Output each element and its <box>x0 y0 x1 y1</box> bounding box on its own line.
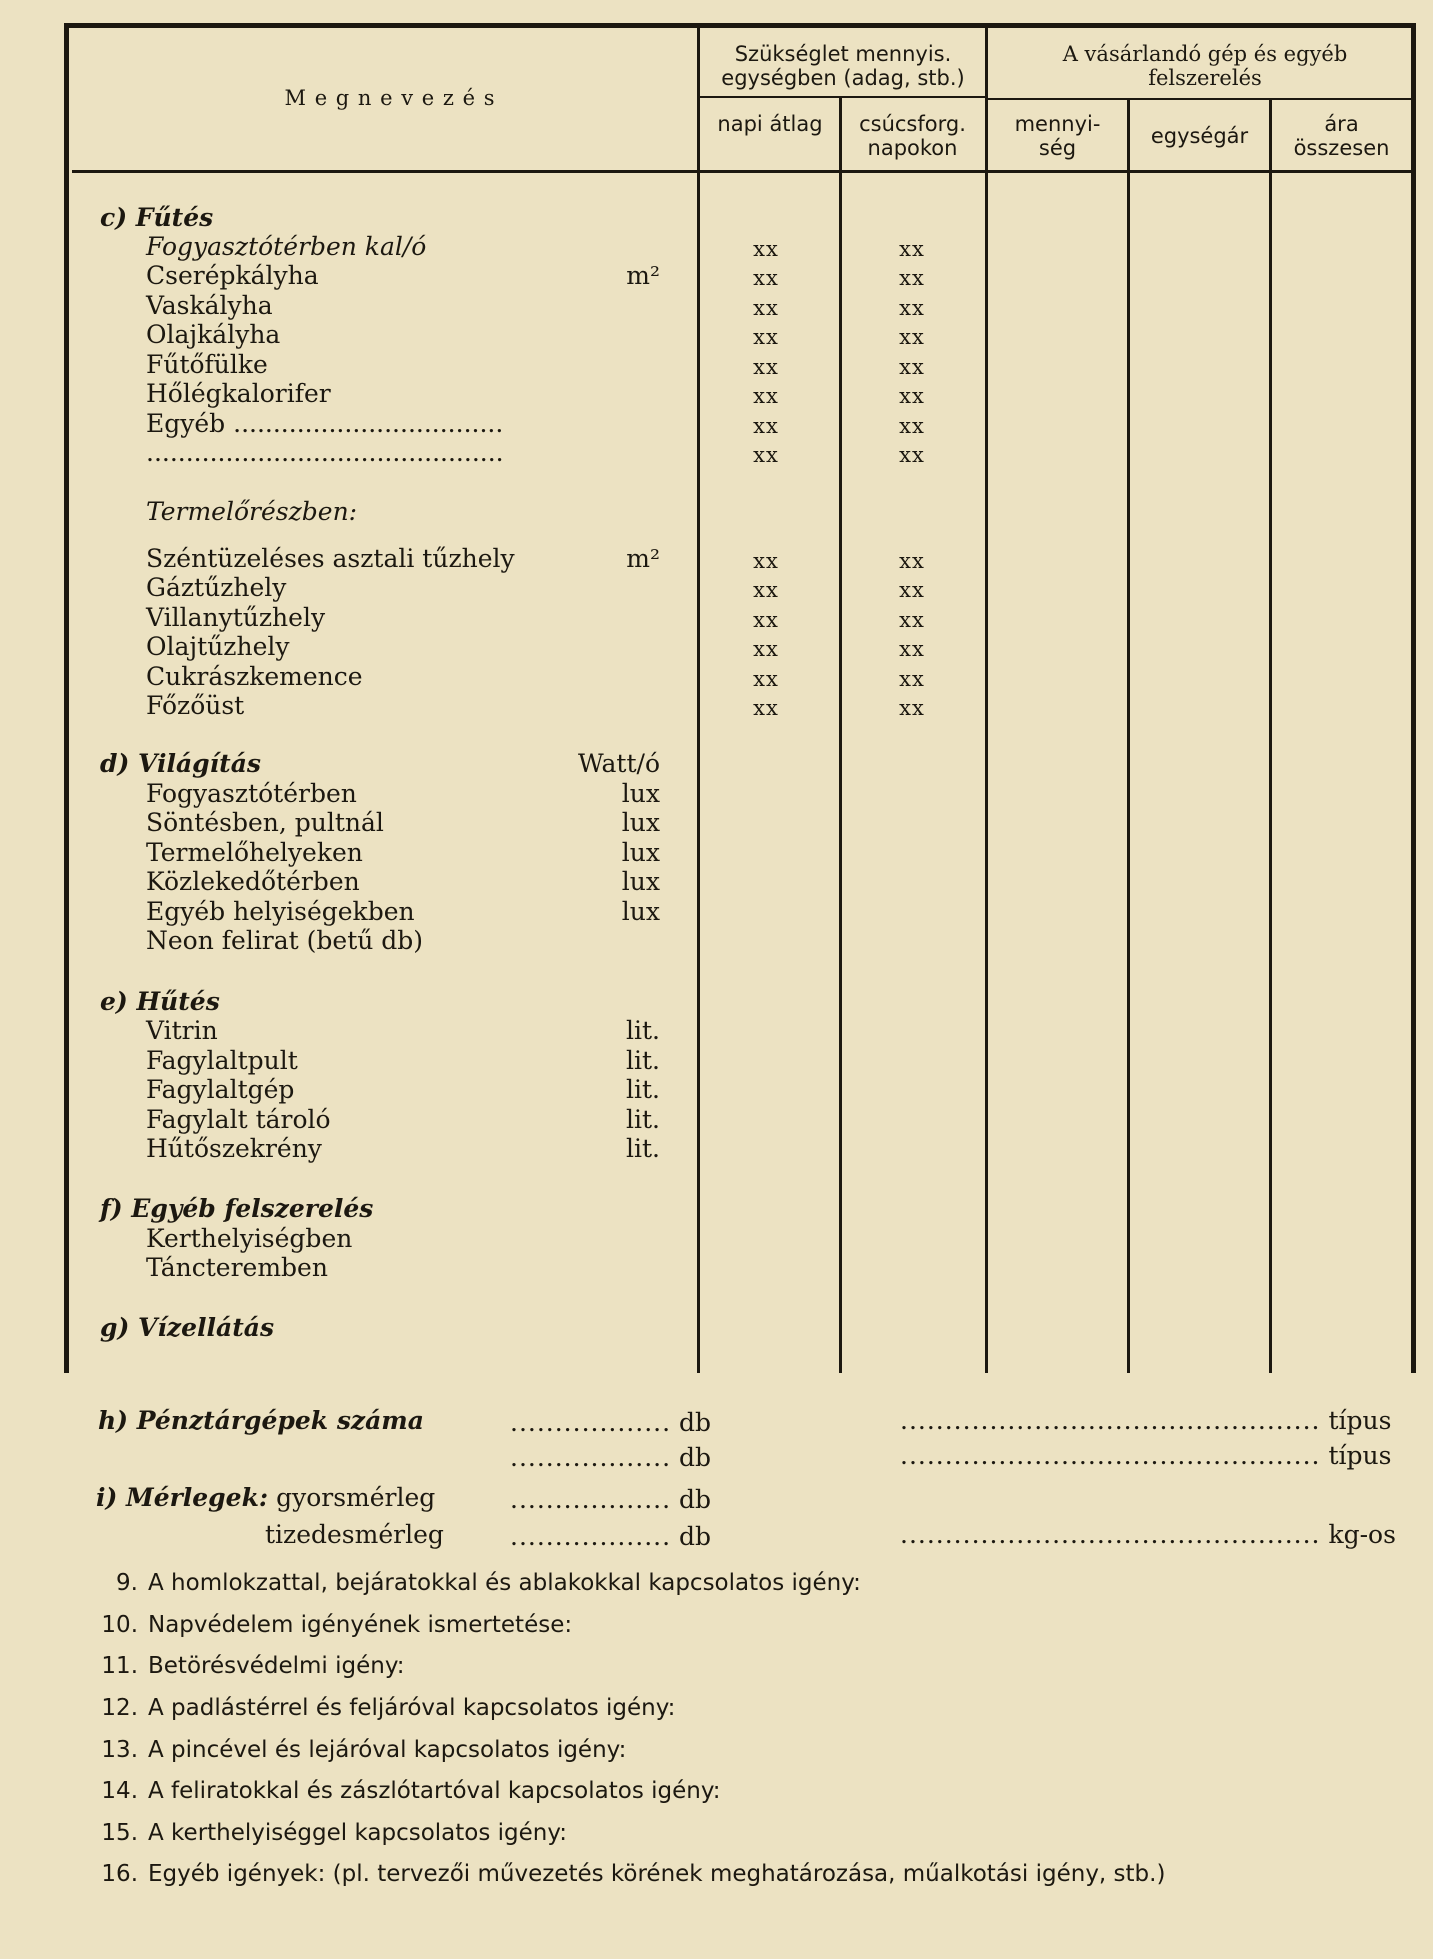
daily-mark: xx <box>753 355 779 379</box>
table-row-label: Söntésben, pultnál <box>146 808 384 837</box>
table-left-border <box>64 23 69 1373</box>
scales-row-1: i) Mérlegek: gyorsmérleg <box>96 1483 436 1512</box>
cash-register-label: h) Pénztárgépek száma <box>98 1406 424 1435</box>
group-underline-buy <box>988 98 1412 100</box>
header-total: ára összesen <box>1293 112 1390 160</box>
table-row-label: Fagylaltpult <box>146 1046 298 1075</box>
table-row-label: Fűtőfülke <box>146 350 268 379</box>
header-unit-price: egységár <box>1150 124 1249 148</box>
table-row-label: Fogyasztótérben <box>146 779 357 808</box>
cash-register-dots-1: .................. db <box>510 1408 712 1437</box>
scales-dots-2: .................. db <box>510 1522 712 1551</box>
section-heading: g) Vízellátás <box>100 1313 275 1342</box>
requirement-item <box>96 1693 675 1723</box>
unit-label: lit. <box>626 1105 660 1134</box>
table-row-label: Termelőhelyeken <box>146 838 363 867</box>
table-row-label: Olajtűzhely <box>146 632 290 661</box>
daily-mark: xx <box>753 578 779 602</box>
table-row-label: Neon felirat (betű db) <box>146 926 424 955</box>
table-row-label: Villanytűzhely <box>146 603 326 632</box>
section-heading: f) Egyéb felszerelés <box>100 1194 374 1223</box>
item-number: 11. <box>101 1653 138 1679</box>
scales-dots-1: .................. db <box>510 1485 712 1514</box>
section-heading: d) Világítás <box>100 749 261 778</box>
cash-register-type-2: ............................................... típus <box>900 1441 1392 1470</box>
table-right-border <box>1411 23 1416 1373</box>
unit-label: lux <box>621 838 660 867</box>
table-row-label: Olajkályha <box>146 320 281 349</box>
table-row-label: Táncteremben <box>146 1253 328 1282</box>
requirement-item <box>96 1818 567 1848</box>
daily-mark: xx <box>753 549 779 573</box>
table-row-label: Cukrászkemence <box>146 662 363 691</box>
item-text: A feliratokkal és zászlótartóval kapcsolatos igény: <box>148 1778 721 1804</box>
requirement-item <box>96 1735 626 1765</box>
item-text: Napvédelem igényének ismertetése: <box>148 1612 573 1638</box>
item-number: 9. <box>116 1570 138 1596</box>
table-row-label: ............................................. <box>146 438 504 467</box>
unit-label: Watt/ó <box>578 749 660 778</box>
table-row-label: Egyéb helyiségekben <box>146 897 415 926</box>
peak-mark: xx <box>899 667 925 691</box>
header-peak: csúcsforg. napokon <box>859 112 966 160</box>
item-text: A pincével és lejáróval kapcsolatos igény: <box>148 1737 627 1763</box>
item-number: 16. <box>101 1861 138 1887</box>
peak-mark: xx <box>899 266 925 290</box>
unit-label: m² <box>626 544 660 573</box>
item-text: Betörésvédelmi igény: <box>148 1653 405 1679</box>
item-number: 12. <box>101 1695 138 1721</box>
unit-label: lux <box>621 867 660 896</box>
item-number: 14. <box>101 1778 138 1804</box>
table-row-label: Vaskályha <box>146 291 273 320</box>
section-heading: c) Fűtés <box>100 203 214 232</box>
unit-label: m² <box>626 261 660 290</box>
group-underline-need <box>698 96 988 98</box>
header-daily: napi átlag <box>717 112 823 136</box>
header-need-group: Szükséglet mennyis. egységben (adag, stb.) <box>721 42 965 90</box>
table-row-label: Egyéb .................................. <box>146 409 504 438</box>
item-text: Egyéb igények: (pl. tervezői művezetés körének meghatározása, műalkotási igény, stb.) <box>148 1861 1166 1887</box>
unit-label: lux <box>621 897 660 926</box>
item-number: 13. <box>101 1737 138 1763</box>
table-row-label: Főzőüst <box>146 691 245 720</box>
col-sep-1 <box>697 28 700 1373</box>
daily-mark: xx <box>753 266 779 290</box>
table-row-label: Fagylaltgép <box>146 1075 295 1104</box>
item-text: A padlástérrel és feljáróval kapcsolatos igény: <box>148 1695 676 1721</box>
daily-mark: xx <box>753 637 779 661</box>
daily-mark: xx <box>753 443 779 467</box>
col-sep-2 <box>839 98 842 1373</box>
table-row-label: Kerthelyiségben <box>146 1224 353 1253</box>
unit-label: lux <box>621 779 660 808</box>
header-bottom-rule <box>72 170 1412 173</box>
table-row-label: Széntüzeléses asztali tűzhely <box>146 544 515 573</box>
table-row-label: Fagylalt tároló <box>146 1105 331 1134</box>
daily-mark: xx <box>753 696 779 720</box>
unit-label: lit. <box>626 1134 660 1163</box>
col-sep-3 <box>985 28 988 1373</box>
item-text: A homlokzattal, bejáratokkal és ablakokkal kapcsolatos igény: <box>148 1570 861 1596</box>
scales-kg: ............................................... kg-os <box>900 1520 1396 1549</box>
requirement-item <box>96 1776 721 1806</box>
daily-mark: xx <box>753 414 779 438</box>
requirement-item <box>96 1859 1165 1889</box>
peak-mark: xx <box>899 414 925 438</box>
peak-mark: xx <box>899 384 925 408</box>
section-heading: e) Hűtés <box>100 987 220 1016</box>
daily-mark: xx <box>753 384 779 408</box>
col-sep-4 <box>1127 100 1130 1373</box>
unit-label: lux <box>621 808 660 837</box>
peak-mark: xx <box>899 549 925 573</box>
unit-label: lit. <box>626 1016 660 1045</box>
peak-mark: xx <box>899 325 925 349</box>
peak-mark: xx <box>899 608 925 632</box>
peak-mark: xx <box>899 237 925 261</box>
daily-mark: xx <box>753 237 779 261</box>
daily-mark: xx <box>753 608 779 632</box>
peak-mark: xx <box>899 296 925 320</box>
requirement-item <box>96 1610 572 1640</box>
daily-mark: xx <box>753 325 779 349</box>
header-qty: mennyi-ség <box>1014 112 1101 160</box>
table-row-label: Termelőrészben: <box>146 497 358 526</box>
table-top-border <box>64 23 1414 28</box>
table-row-label: Gáztűzhely <box>146 573 287 602</box>
item-number: 15. <box>101 1820 138 1846</box>
peak-mark: xx <box>899 578 925 602</box>
table-row-label: Hűtőszekrény <box>146 1134 322 1163</box>
peak-mark: xx <box>899 355 925 379</box>
daily-mark: xx <box>753 296 779 320</box>
unit-label: lit. <box>626 1075 660 1104</box>
cash-register-dots-2: .................. db <box>510 1443 712 1472</box>
scales-row-2: tizedesmérleg <box>265 1520 444 1549</box>
item-number: 10. <box>101 1612 138 1638</box>
unit-label: lit. <box>626 1046 660 1075</box>
table-row-label: Vitrin <box>146 1016 218 1045</box>
table-row-label: Hőlégkalorifer <box>146 379 331 408</box>
peak-mark: xx <box>899 696 925 720</box>
table-row-label: Közlekedőtérben <box>146 867 360 896</box>
table-row-label: Cserépkályha <box>146 261 319 290</box>
table-row-label: Fogyasztótérben kal/ó <box>146 232 427 261</box>
header-name-column: M e g n e v e z é s <box>284 86 496 110</box>
requirement-item <box>96 1568 861 1598</box>
cash-register-type-1: ............................................... típus <box>900 1406 1392 1435</box>
item-text: A kerthelyiséggel kapcsolatos igény: <box>148 1820 568 1846</box>
peak-mark: xx <box>899 637 925 661</box>
daily-mark: xx <box>753 667 779 691</box>
col-sep-5 <box>1269 100 1272 1373</box>
peak-mark: xx <box>899 443 925 467</box>
requirement-item <box>96 1651 405 1681</box>
header-buy-group: A vásárlandó gép és egyéb felszerelés <box>1062 42 1348 90</box>
